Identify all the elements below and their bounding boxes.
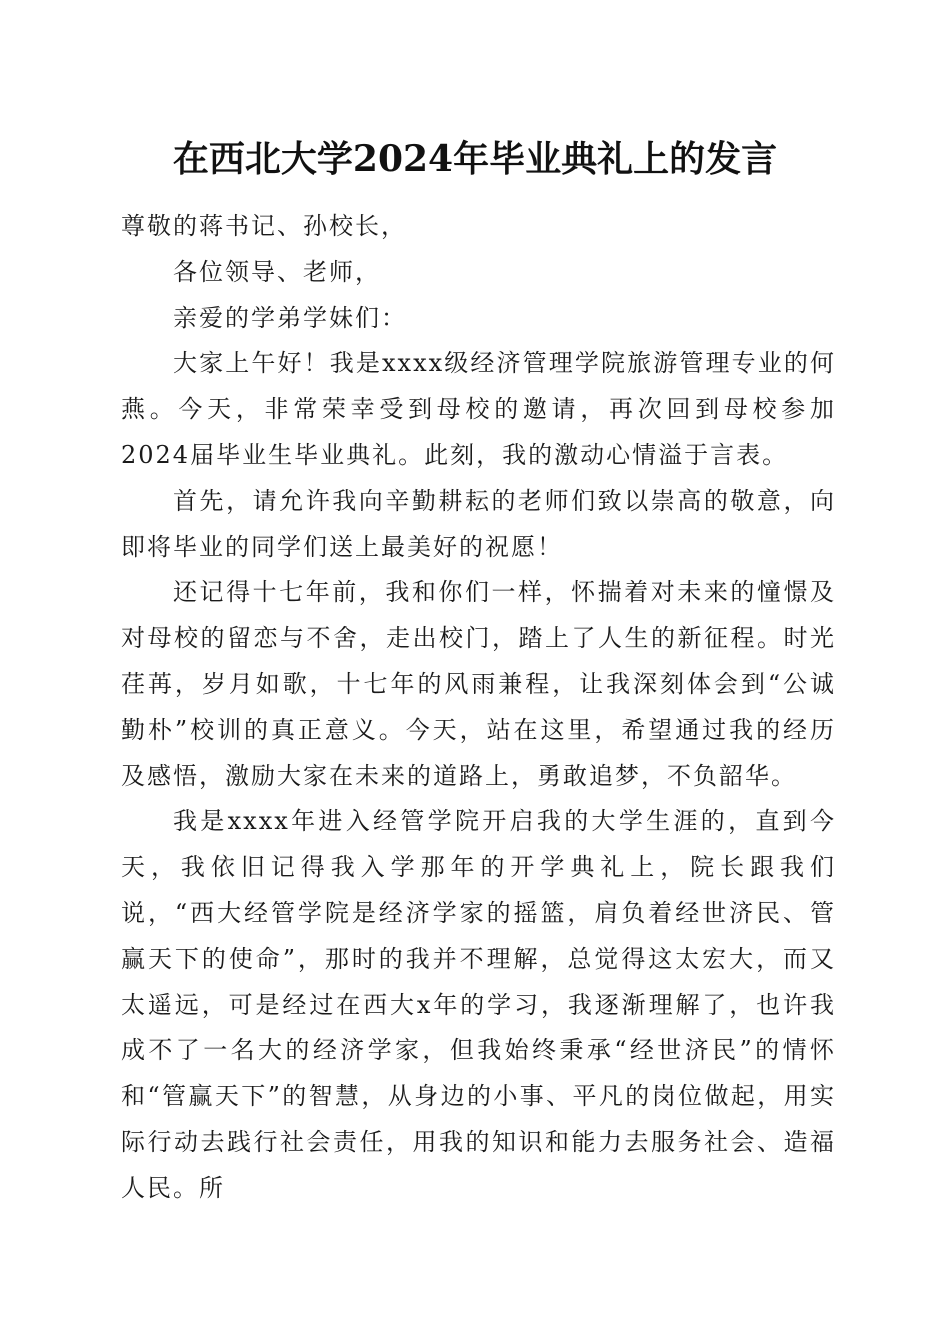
document-title: 在西北大学2024年毕业典礼上的发言: [172, 138, 778, 180]
paragraph-college: 我是xxxx年进入经管学院开启我的大学生涯的，直到今天，我依旧记得我入学那年的开学典礼上，院长跟我们说，“西大经管学院是经济学家的摇篮，肩负着经世济民、管赢天下的使命”，那时的我并不理解，总觉得这太宏大，而又太遥远，可是经过在西大x年的学习，我逐渐理解了，也许我成不了一名大的经济学家，但我始终秉承“经世济民”的情怀和“管赢天下”的智慧，从身边的小事、平凡的岗位做起，用实际行动去践行社会责任，用我的知识和能力去服务社会、造福人民。所: [121, 807, 836, 1202]
paragraph-salutation: 尊敬的蒋书记、孙校长，: [121, 212, 407, 240]
paragraph-respect: 首先，请允许我向辛勤耕耘的老师们致以崇高的敬意，向即将毕业的同学们送上最美好的祝愿！: [121, 486, 836, 561]
paragraph-greeting: 大家上午好！我是xxxx级经济管理学院旅游管理专业的何燕。今天，非常荣幸受到母校的邀请，再次回到母校参加2024届毕业生毕业典礼。此刻，我的激动心情溢于言表。: [121, 349, 836, 469]
paragraph-leaders: 各位领导、老师，: [173, 257, 381, 286]
paragraph-memory: 还记得十七年前，我和你们一样，怀揣着对未来的憧憬及对母校的留恋与不舍，走出校门，踏上了人生的新征程。时光荏苒，岁月如歌，十七年的风雨兼程，让我深刻体会到“公诚勤朴”校训的真正意义。今天，站在这里，希望通过我的经历及感悟，激励大家在未来的道路上，勇敢追梦，不负韶华。: [121, 578, 836, 790]
document-body: [121, 204, 836, 1212]
paragraph-students: 亲爱的学弟学妹们：: [173, 303, 407, 332]
